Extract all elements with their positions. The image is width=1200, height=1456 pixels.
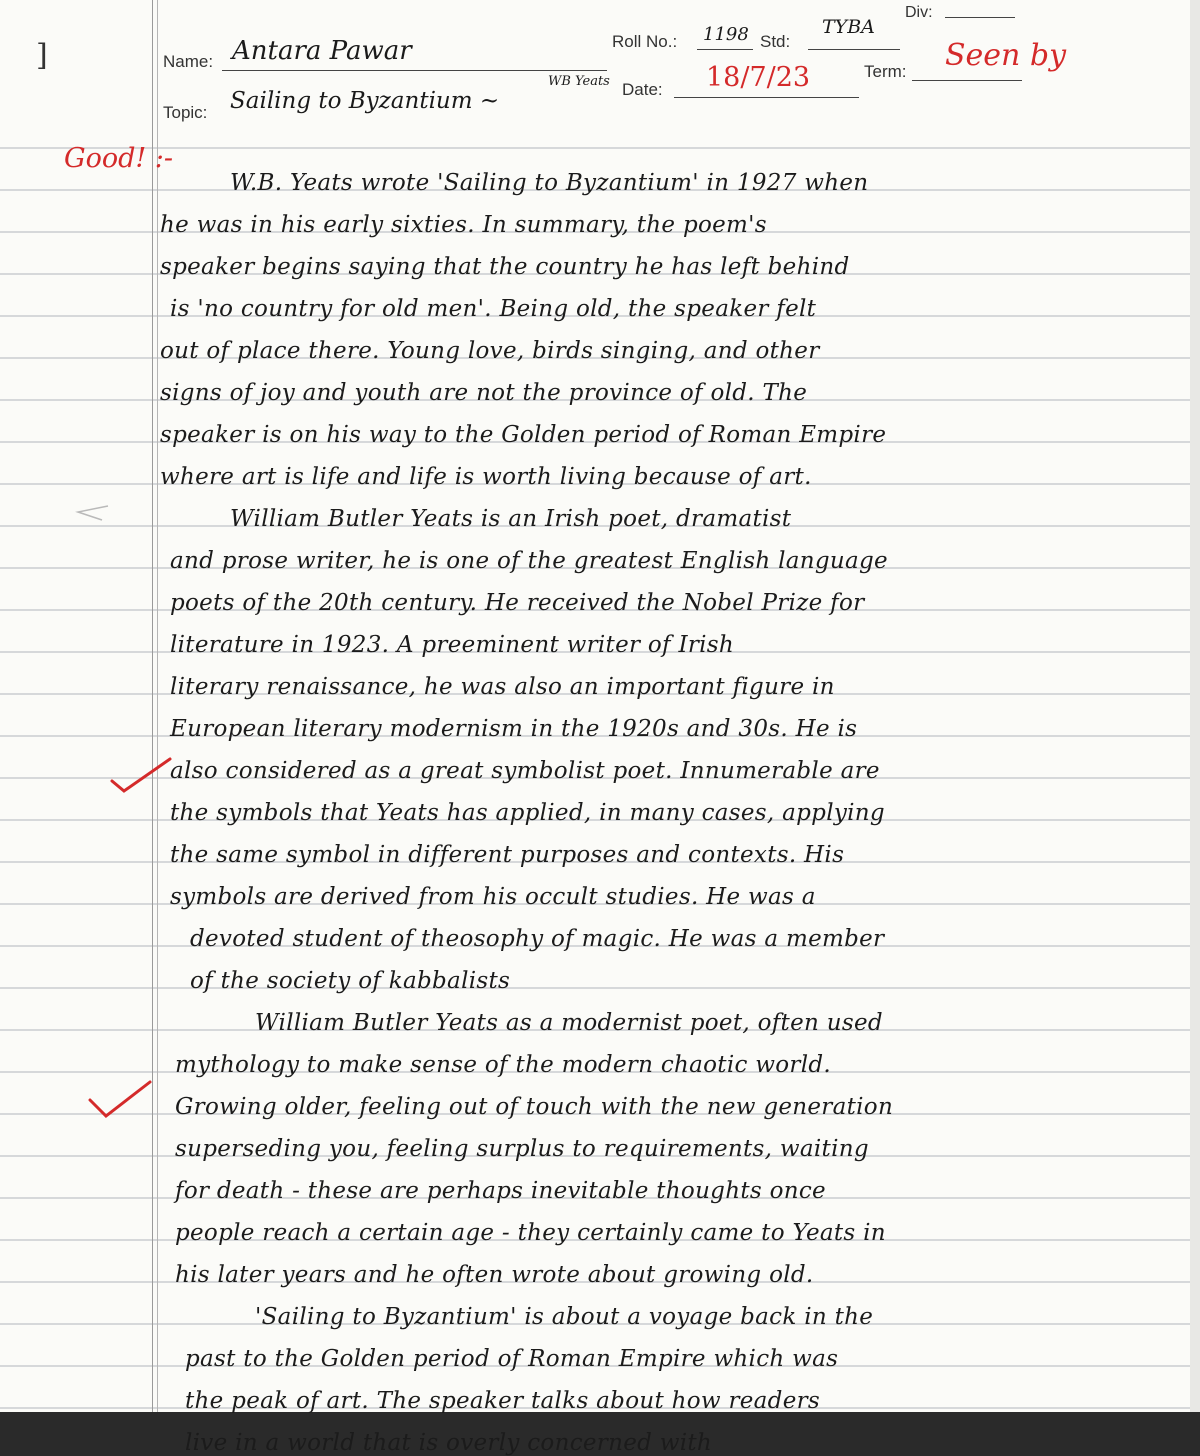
essay-line: for death - these are perhaps inevitable thoughts once	[175, 1178, 826, 1204]
essay-line: the same symbol in different purposes and contexts. His	[170, 842, 845, 868]
essay-line: speaker is on his way to the Golden period of Roman Empire	[160, 422, 887, 448]
essay-line: literary renaissance, he was also an important figure in	[170, 674, 835, 700]
essay-line: past to the Golden period of Roman Empire which was	[185, 1346, 839, 1372]
name-underline	[222, 70, 607, 71]
essay-line: mythology to make sense of the modern chaotic world.	[175, 1052, 831, 1078]
essay-line: people reach a certain age - they certainly came to Yeats in	[175, 1220, 886, 1246]
check-mark-icon	[86, 1078, 156, 1120]
essay-line: symbols are derived from his occult studies. He was a	[170, 884, 816, 910]
check-mark-icon	[108, 755, 178, 795]
term-underline	[912, 80, 1022, 81]
topic-author: WB Yeats	[548, 74, 610, 89]
topic-value: Sailing to Byzantium ~	[230, 88, 500, 114]
essay-line: speaker begins saying that the country he has left behind	[160, 254, 850, 280]
grade-remark: Good! :-	[64, 143, 174, 174]
essay-line: European literary modernism in the 1920s and 30s. He is	[170, 716, 858, 742]
page-bracket: ]	[36, 38, 48, 73]
page-edge	[1190, 0, 1200, 1412]
std-label: Std:	[760, 32, 791, 51]
essay-line: the peak of art. The speaker talks about how readers	[185, 1388, 821, 1414]
div-label: Div:	[905, 4, 933, 21]
date-underline	[674, 97, 859, 98]
essay-line: W.B. Yeats wrote 'Sailing to Byzantium' in 1927 when	[230, 170, 869, 196]
essay-line: his later years and he often wrote about growing old.	[175, 1262, 814, 1288]
essay-line: signs of joy and youth are not the province of old. The	[160, 380, 808, 406]
essay-line: he was in his early sixties. In summary, the poem's	[160, 212, 767, 238]
date-label: Date:	[622, 80, 663, 99]
essay-line: literature in 1923. A preeminent writer of Irish	[170, 632, 735, 658]
std-underline	[808, 49, 900, 50]
essay-line: 'Sailing to Byzantium' is about a voyage back in the	[255, 1304, 874, 1330]
topic-label: Topic:	[163, 103, 208, 122]
essay-line: live in a world that is overly concerned with	[185, 1430, 713, 1456]
essay-line: is 'no country for old men'. Being old, the speaker felt	[170, 296, 817, 322]
essay-line: poets of the 20th century. He received the Nobel Prize for	[170, 590, 865, 616]
essay-line: and prose writer, he is one of the greatest English language	[170, 548, 888, 574]
essay-line: where art is life and life is worth living because of art.	[160, 464, 812, 490]
roll-underline	[697, 49, 753, 50]
margin-arrow-icon	[72, 500, 112, 524]
roll-label: Roll No.:	[612, 32, 678, 51]
name-label: Name:	[163, 52, 214, 71]
essay-line: also considered as a great symbolist poet. Innumerable are	[170, 758, 880, 784]
std-value: TYBA	[822, 16, 875, 38]
student-name: Antara Pawar	[232, 36, 412, 66]
date-value: 18/7/23	[706, 62, 811, 93]
term-label: Term:	[864, 62, 907, 81]
margin-line	[152, 0, 153, 1412]
margin-line-inner	[157, 0, 158, 1412]
essay-line: William Butler Yeats as a modernist poet, often used	[255, 1010, 883, 1036]
essay-line: of the society of kabbalists	[190, 968, 511, 994]
essay-line: devoted student of theosophy of magic. He was a member	[190, 926, 885, 952]
essay-line: the symbols that Yeats has applied, in many cases, applying	[170, 800, 885, 826]
roll-number: 1198	[703, 24, 749, 45]
div-underline	[945, 17, 1015, 18]
essay-line: superseding you, feeling surplus to requirements, waiting	[175, 1136, 869, 1162]
seen-by-note: Seen by	[945, 38, 1067, 73]
essay-line: Growing older, feeling out of touch with the new generation	[175, 1094, 894, 1120]
essay-line: out of place there. Young love, birds singing, and other	[160, 338, 820, 364]
essay-line: William Butler Yeats is an Irish poet, dramatist	[230, 506, 792, 532]
